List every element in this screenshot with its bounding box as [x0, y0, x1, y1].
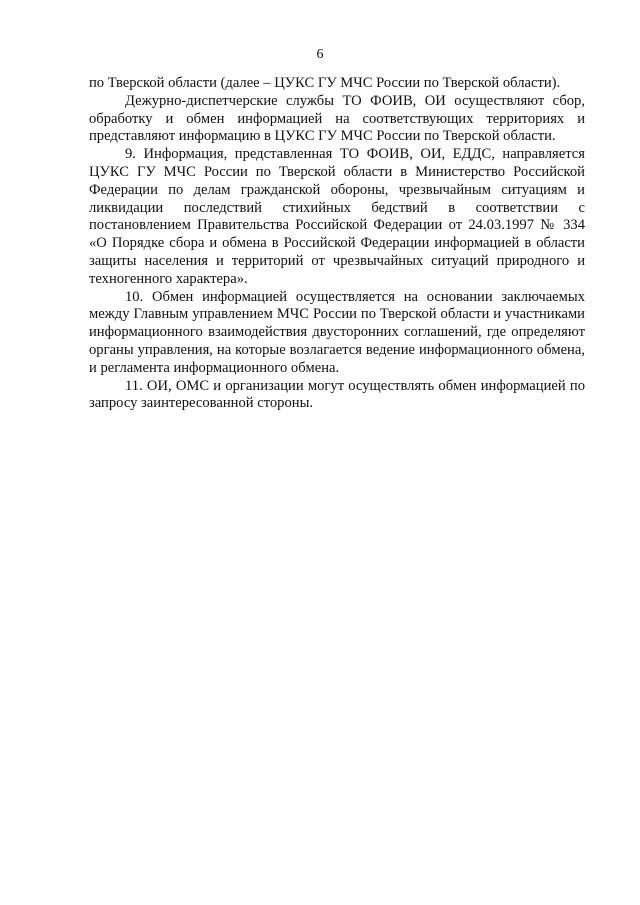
paragraph-item-9: 9. Информация, представленная ТО ФОИВ, ОИ, ЕДДС, направляется ЦУКС ГУ МЧС России по Тверской области в Министерство Российской Федерации по делам гражданской обороны, чрезвычайным ситуациям и ликвидации последствий стихийных бедствий в соответствии с постановлением Правительства Российской Федерации от 24.03.1997 № 334 «О Порядке сбора и обмена в Российской Федерации информацией в области защиты населения и территорий от чрезвычайных ситуаций природного и техногенного характера».	[89, 146, 585, 287]
paragraph-item-11: 11. ОИ, ОМС и организации могут осуществлять обмен информацией по запросу заинтересованной стороны.	[89, 377, 585, 412]
page-number: 6	[316, 47, 324, 62]
paragraph-item-10: 10. Обмен информацией осуществляется на основании заключаемых между Главным управлением МЧС России по Тверской области и участниками информационного взаимодействия двусторонних соглашений, где определяют органы управления, на которые возлагается ведение информационного обмена, и регламента информационного обмена.	[89, 288, 585, 376]
paragraph-dispatch-services: Дежурно-диспетчерские службы ТО ФОИВ, ОИ осуществляют сбор, обработку и обмен информацией на соответствующих территориях и представляют информацию в ЦУКС ГУ МЧС России по Тверской области.	[89, 92, 585, 145]
paragraph-continuation: по Тверской области (далее – ЦУКС ГУ МЧС России по Тверской области).	[89, 75, 561, 91]
document-body	[89, 75, 585, 413]
